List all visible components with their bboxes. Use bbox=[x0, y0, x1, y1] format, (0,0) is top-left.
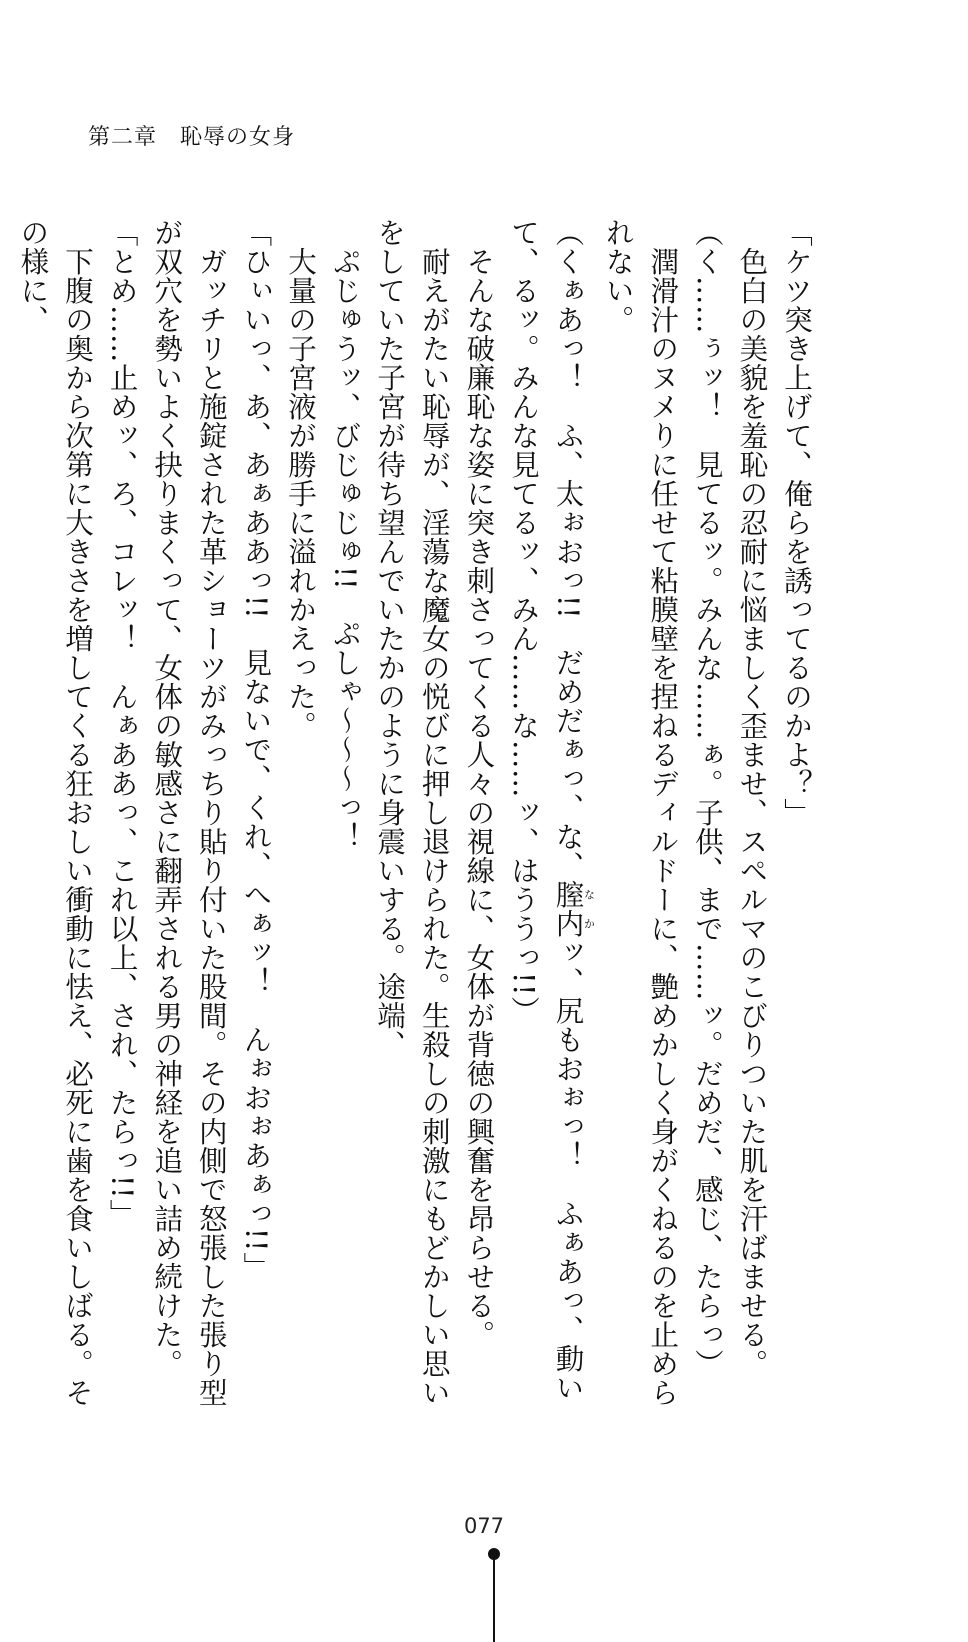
paragraph: ぷじゅうッ、びじゅじゅ!! ぷしゃ～～～っ！ bbox=[328, 246, 362, 851]
ruby-reading: なか bbox=[582, 879, 596, 938]
paragraph-with-ruby bbox=[500, 218, 595, 1428]
ruby-base: 膣内 bbox=[551, 879, 585, 938]
page-number: 077 bbox=[463, 1514, 505, 1538]
paragraph: 「ケツ突き上げて、俺らを誘ってるのかよ？」 bbox=[780, 218, 813, 827]
paragraph-text: ッ、尻もおぉっ！ ふぁあっ、動いて、るッ。みんな見てるッ、みん……な……ッ、はううっ!!） bbox=[506, 218, 585, 1402]
paragraph: 潤滑汁のヌメりに任せて粘膜壁を捏ねるディルドーに、艶めかしく身がくねるのを止められない。 bbox=[601, 218, 680, 1407]
folio-rule bbox=[493, 1553, 495, 1642]
paragraph-text: （くぁあっ！ ふ、太ぉおっ!! だめだぁっ、な、 bbox=[551, 218, 585, 880]
paragraph: 耐えがたい恥辱が、淫蕩な魔女の悦びに押し退けられた。生殺しの刺激にもどかしい思いをしていた子宮が待ち望んでいたかのように身震いする。途端、 bbox=[373, 218, 451, 1407]
paragraph: そんな破廉恥な姿に突き刺さってくる人々の視線に、女体が背徳の興奮を昂らせる。 bbox=[462, 246, 496, 1349]
ruby-annotation bbox=[551, 879, 596, 938]
paragraph: 色白の美貌を羞恥の忍耐に悩ましく歪ませ、スペルマのこびりついた肌を汗ばませる。 bbox=[735, 246, 769, 1378]
paragraph: ガッチリと施錠された革ショーツがみっちり貼り付いた股間。その内側で怒張した張り型が双穴を勢いよく抉りまくって、女体の敏感さに翻弄される男の神経を追い詰め続けた。 bbox=[150, 218, 228, 1407]
paragraph: 下腹の奥から次第に大きさを増してくる狂おしい衝動に怯え、必死に歯を食いしばる。その様に、 bbox=[16, 218, 94, 1407]
body-text bbox=[10, 218, 818, 1428]
paragraph: 「とめ……止めッ、ろ、コレッ！ んぁああっ、これ以上、され、たらっ!!」 bbox=[105, 218, 139, 1228]
paragraph: （く……ぅッ！ 見てるッ。みんな……ぁ。子供、まで……ッ。だめだ、感じ、たらっ） bbox=[690, 218, 724, 1378]
paragraph: 「ひぃいっ、あ、あぁああっ!! 見ないで、くれ、へぁッ！ んぉおぉあぁっ!!」 bbox=[239, 218, 273, 1281]
paragraph: 大量の子宮液が勝手に溢れかえった。 bbox=[283, 246, 317, 740]
running-head: 第二章 恥辱の女身 bbox=[88, 125, 296, 150]
